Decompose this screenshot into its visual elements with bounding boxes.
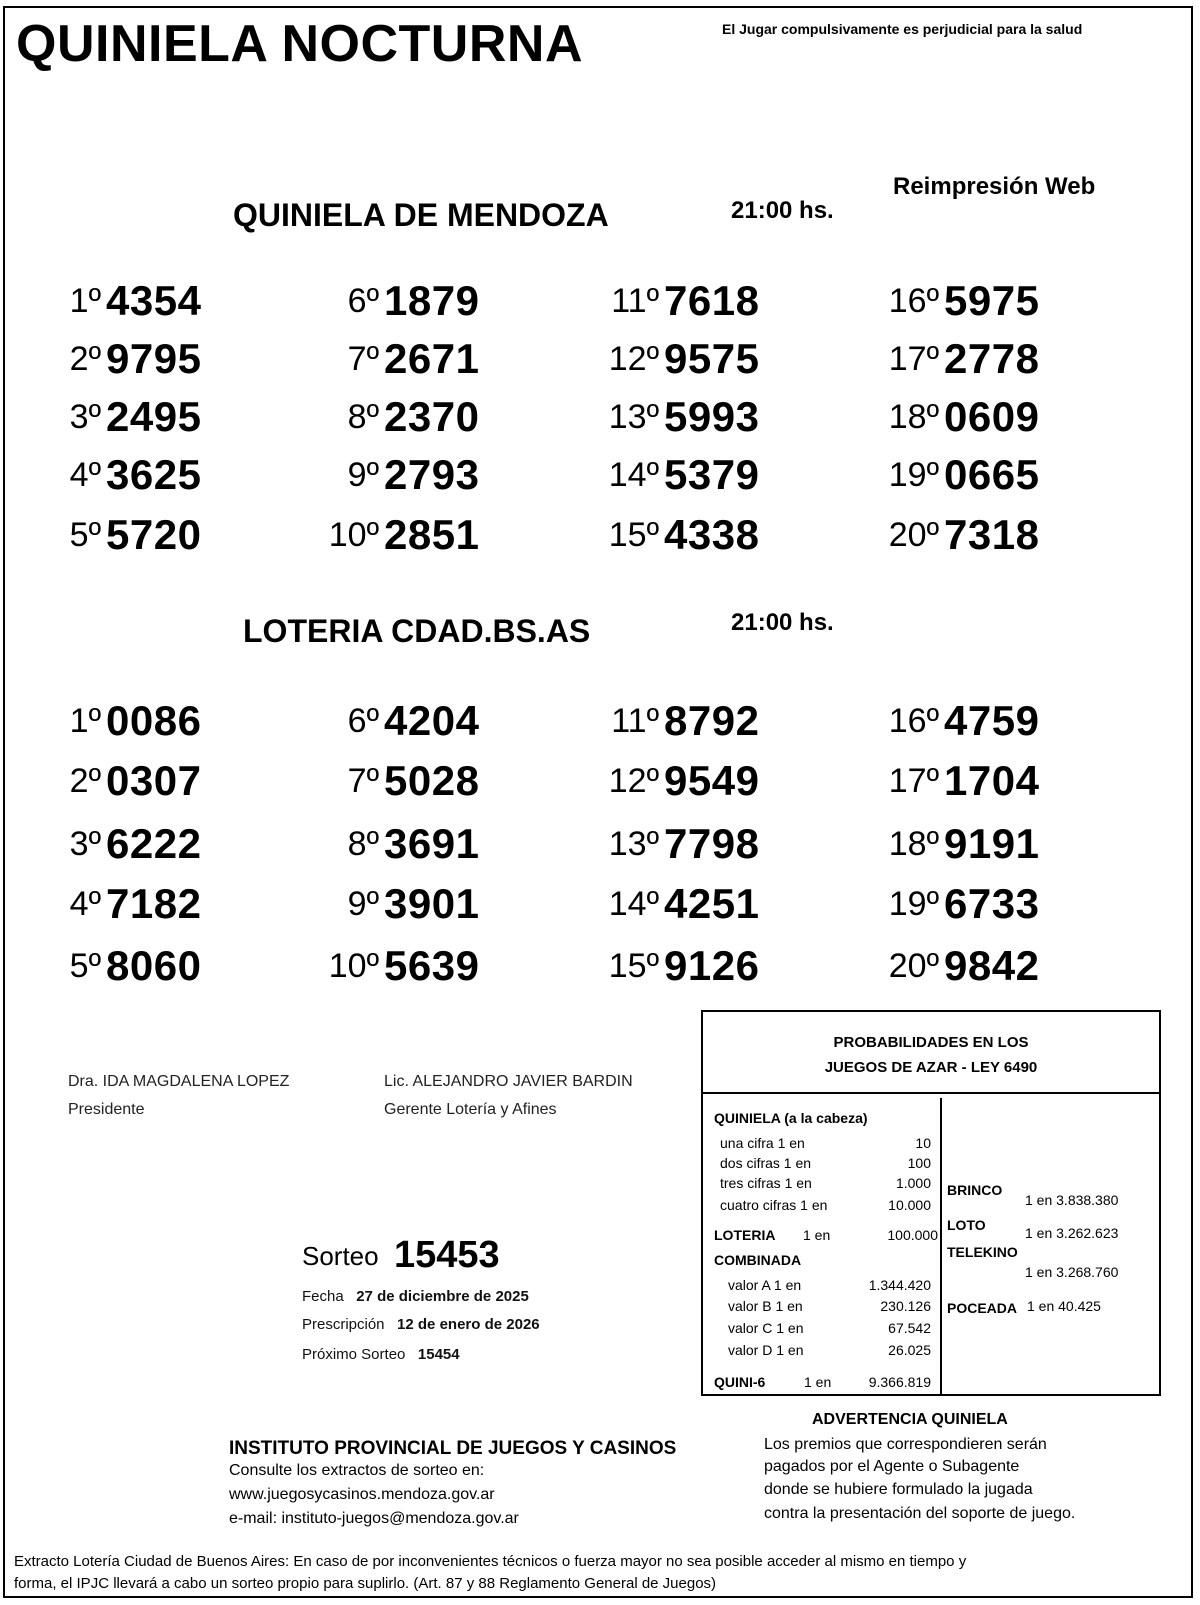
result-number: 2851 (384, 511, 480, 558)
result-position: 17º (888, 762, 939, 800)
result-cell (286, 936, 496, 990)
loto-prob-value: 1 en 3.262.623 (1025, 1225, 1119, 1241)
advertencia-line: donde se hubiere formulado la jugada (764, 1481, 1033, 1498)
result-cell (286, 387, 496, 441)
institute-title: INSTITUTO PROVINCIAL DE JUEGOS Y CASINOS (229, 1438, 677, 1459)
result-cell (566, 751, 776, 805)
loto-prob-label: LOTO (947, 1217, 986, 1233)
proximo-label: Próximo Sorteo (302, 1346, 406, 1363)
combinada-prob-label: valor A 1 en (728, 1277, 802, 1293)
result-position: 7º (347, 762, 379, 800)
result-cell (286, 329, 496, 383)
result-position: 3º (69, 398, 101, 436)
probabilities-box (701, 1010, 1161, 1396)
result-position: 20º (888, 947, 939, 985)
result-number: 1879 (384, 277, 480, 324)
footer-note-line-2: forma, el IPJC llevará a cabo un sorteo propio para suplirlo. (Art. 87 y 88 Reglamento General de Juegos) (14, 1575, 717, 1592)
result-position: 10º (328, 947, 379, 985)
proximo-row (302, 1346, 460, 1363)
result-number: 8060 (106, 942, 202, 989)
advertencia-line: Los premios que correspondieren serán (764, 1436, 1047, 1453)
result-cell (8, 814, 218, 868)
result-position: 2º (69, 762, 101, 800)
combinada-prob-value: 1.344.420 (868, 1277, 931, 1293)
result-cell (8, 445, 218, 499)
result-position: 11º (611, 282, 659, 320)
telekino-prob-value: 1 en 3.268.760 (1025, 1264, 1119, 1280)
result-cell (566, 445, 776, 499)
result-position: 16º (888, 282, 939, 320)
result-number: 7318 (944, 511, 1040, 558)
result-number: 1704 (944, 757, 1040, 804)
result-number: 5639 (384, 942, 480, 989)
result-number: 6733 (944, 880, 1040, 927)
quiniela-prob-value: 100 (907, 1155, 931, 1171)
section-title-loteria: LOTERIA CDAD.BS.AS (243, 613, 591, 649)
result-number: 5379 (664, 451, 760, 498)
result-position: 3º (69, 825, 101, 863)
result-number: 0307 (106, 757, 202, 804)
result-number: 4338 (664, 511, 760, 558)
combinada-prob-value: 67.542 (888, 1320, 931, 1336)
result-number: 2793 (384, 451, 480, 498)
result-position: 18º (888, 825, 939, 863)
result-position: 6º (347, 702, 379, 740)
quiniela-prob-title: QUINIELA (a la cabeza) (714, 1110, 868, 1126)
result-number: 5028 (384, 757, 480, 804)
section-time-mendoza: 21:00 hs. (731, 197, 834, 224)
reprint-label: Reimpresión Web (893, 173, 1096, 200)
result-number: 9549 (664, 757, 760, 804)
poceada-prob-label: POCEADA (947, 1300, 1018, 1316)
result-position: 13º (608, 398, 659, 436)
result-number: 7182 (106, 880, 202, 927)
result-position: 1º (69, 282, 101, 320)
advertencia-title: ADVERTENCIA QUINIELA (812, 1411, 1008, 1428)
result-position: 14º (608, 885, 659, 923)
signature-name-manager: Lic. ALEJANDRO JAVIER BARDIN (384, 1073, 633, 1090)
probabilities-title-2: JUEGOS DE AZAR - LEY 6490 (824, 1059, 1038, 1076)
quini6-prob-value: 9.366.819 (868, 1374, 931, 1390)
result-number: 9795 (106, 335, 202, 382)
result-position: 4º (69, 456, 101, 494)
institute-consult-line: Consulte los extractos de sorteo en: (229, 1462, 485, 1479)
result-number: 2495 (106, 393, 202, 440)
result-cell (566, 329, 776, 383)
result-position: 10º (328, 516, 379, 554)
result-position: 14º (608, 456, 659, 494)
result-number: 8792 (664, 697, 760, 744)
result-cell (286, 874, 496, 928)
result-position: 5º (69, 516, 101, 554)
result-cell (8, 691, 218, 745)
result-cell (8, 505, 218, 559)
quiniela-prob-value: 10 (915, 1135, 931, 1151)
quiniela-prob-label: dos cifras 1 en (720, 1155, 812, 1171)
probabilities-divider (940, 1098, 942, 1394)
result-cell (846, 505, 1056, 559)
result-number: 9575 (664, 335, 760, 382)
result-position: 8º (347, 398, 379, 436)
result-number: 0665 (944, 451, 1040, 498)
result-number: 9191 (944, 820, 1040, 867)
result-number: 5720 (106, 511, 202, 558)
section-time-loteria: 21:00 hs. (731, 609, 834, 636)
proximo-value: 15454 (417, 1346, 460, 1363)
probabilities-header (703, 1012, 1159, 1094)
result-position: 19º (888, 456, 939, 494)
health-warning: El Jugar compulsivamente es perjudicial para la salud (722, 21, 1083, 37)
section-title-mendoza: QUINIELA DE MENDOZA (233, 197, 609, 233)
result-number: 2778 (944, 335, 1040, 382)
sorteo-number: 15453 (394, 1234, 500, 1276)
result-position: 16º (888, 702, 939, 740)
result-position: 4º (69, 885, 101, 923)
sorteo-label: Sorteo (302, 1241, 379, 1271)
combinada-prob-title: COMBINADA (714, 1252, 802, 1268)
quiniela-prob-label: una cifra 1 en (720, 1135, 805, 1151)
result-cell (286, 751, 496, 805)
result-number: 0609 (944, 393, 1040, 440)
result-cell (846, 387, 1056, 441)
result-number: 3901 (384, 880, 480, 927)
combinada-prob-value: 26.025 (888, 1342, 931, 1358)
result-cell (846, 751, 1056, 805)
combinada-prob-value: 230.126 (880, 1298, 931, 1314)
loteria-prob-value: 100.000 (887, 1227, 938, 1243)
page-title: QUINIELA NOCTURNA (16, 15, 583, 73)
result-cell (566, 874, 776, 928)
result-number: 3625 (106, 451, 202, 498)
result-position: 2º (69, 340, 101, 378)
result-position: 15º (608, 947, 659, 985)
result-cell (286, 505, 496, 559)
result-cell (846, 691, 1056, 745)
result-cell (846, 874, 1056, 928)
result-position: 6º (347, 282, 379, 320)
loteria-prob-label: LOTERIA (714, 1227, 776, 1243)
result-number: 0086 (106, 697, 202, 744)
brinco-prob-value: 1 en 3.838.380 (1025, 1192, 1119, 1208)
result-cell (846, 329, 1056, 383)
result-position: 20º (888, 516, 939, 554)
result-cell (566, 936, 776, 990)
result-position: 8º (347, 825, 379, 863)
result-cell (566, 271, 776, 325)
result-cell (8, 874, 218, 928)
quiniela-prob-label: tres cifras 1 en (720, 1175, 812, 1191)
advertencia-line: pagados por el Agente o Subagente (764, 1458, 1020, 1475)
result-position: 13º (608, 825, 659, 863)
result-cell (566, 814, 776, 868)
footer-note-line-1: Extracto Lotería Ciudad de Buenos Aires: En caso de por inconvenientes técnicos o fuerza mayor no sea posible acceder al mismo en tiempo y (14, 1553, 967, 1570)
combinada-prob-label: valor C 1 en (728, 1320, 804, 1336)
result-position: 5º (69, 947, 101, 985)
result-cell (286, 445, 496, 499)
result-cell (846, 271, 1056, 325)
result-number: 4354 (106, 277, 202, 324)
fecha-label: Fecha (302, 1288, 344, 1305)
signature-role-manager: Gerente Lotería y Afines (384, 1101, 557, 1118)
result-position: 9º (347, 885, 379, 923)
quiniela-prob-value: 1.000 (895, 1175, 931, 1191)
result-number: 4204 (384, 697, 480, 744)
result-number: 9126 (664, 942, 760, 989)
result-number: 7798 (664, 820, 760, 867)
result-cell (846, 936, 1056, 990)
result-number: 5993 (664, 393, 760, 440)
result-position: 9º (347, 456, 379, 494)
result-position: 18º (888, 398, 939, 436)
result-cell (566, 387, 776, 441)
result-position: 19º (888, 885, 939, 923)
result-number: 2370 (384, 393, 480, 440)
result-cell (8, 387, 218, 441)
signature-role-president: Presidente (68, 1101, 145, 1118)
quiniela-prob-label: cuatro cifras 1 en (720, 1197, 828, 1213)
result-number: 9842 (944, 942, 1040, 989)
result-position: 7º (347, 340, 379, 378)
result-position: 1º (69, 702, 101, 740)
result-cell (286, 691, 496, 745)
result-cell (8, 936, 218, 990)
result-cell (286, 271, 496, 325)
quini6-prob-one-in: 1 en (804, 1374, 832, 1390)
fecha-value: 27 de diciembre de 2025 (356, 1288, 529, 1305)
telekino-prob-label: TELEKINO (947, 1244, 1018, 1260)
result-cell (566, 505, 776, 559)
result-cell (566, 691, 776, 745)
combinada-prob-label: valor D 1 en (728, 1342, 804, 1358)
result-number: 7618 (664, 277, 760, 324)
fecha-row (302, 1288, 529, 1305)
result-position: 17º (888, 340, 939, 378)
result-number: 2671 (384, 335, 480, 382)
loteria-prob-one-in: 1 en (803, 1227, 831, 1243)
combinada-prob-label: valor B 1 en (728, 1298, 803, 1314)
institute-website[interactable]: www.juegosycasinos.mendoza.gov.ar (229, 1486, 495, 1503)
result-number: 5975 (944, 277, 1040, 324)
result-position: 11º (611, 702, 659, 740)
prescripcion-label: Prescripción (302, 1316, 385, 1333)
advertencia-line: contra la presentación del soporte de juego. (764, 1505, 1076, 1522)
result-position: 15º (608, 516, 659, 554)
institute-email[interactable]: e-mail: instituto-juegos@mendoza.gov.ar (229, 1510, 519, 1527)
prescripcion-value: 12 de enero de 2026 (397, 1316, 540, 1333)
quiniela-prob-value: 10.000 (888, 1197, 931, 1213)
result-cell (8, 751, 218, 805)
result-cell (846, 814, 1056, 868)
result-cell (286, 814, 496, 868)
brinco-prob-label: BRINCO (947, 1182, 1003, 1198)
poceada-prob-value: 1 en 40.425 (1027, 1298, 1101, 1314)
quini6-prob-label: QUINI-6 (714, 1374, 766, 1390)
signature-name-president: Dra. IDA MAGDALENA LOPEZ (68, 1073, 290, 1090)
result-number: 4759 (944, 697, 1040, 744)
result-cell (8, 329, 218, 383)
result-position: 12º (608, 340, 659, 378)
result-position: 12º (608, 762, 659, 800)
result-number: 4251 (664, 880, 760, 927)
result-number: 3691 (384, 820, 480, 867)
prescripcion-row (302, 1316, 540, 1333)
probabilities-title-1: PROBABILIDADES EN LOS (833, 1034, 1029, 1051)
result-cell (846, 445, 1056, 499)
result-number: 6222 (106, 820, 202, 867)
result-cell (8, 271, 218, 325)
